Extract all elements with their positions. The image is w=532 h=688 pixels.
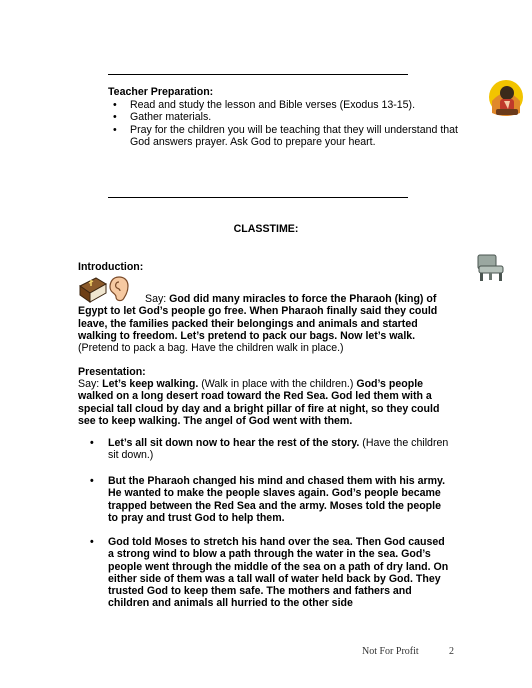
story-bullet-1 xyxy=(90,437,452,462)
chair-icon xyxy=(475,251,507,286)
introduction-paragraph: Say: God did many miracles to force the Pharaoh (king) of Egypt to let God’s people go free. When Pharaoh finally said they could leave, the families packed their belongings and animals and started walking to freedom. Let’s pretend to pack our bags. Now let’s walk. (Pretend to pack a bag. Have the children walk in place.) xyxy=(78,293,438,355)
presentation-title: Presentation: xyxy=(78,366,146,378)
bullet-icon: • xyxy=(113,99,117,111)
praying-child-icon xyxy=(488,79,524,122)
story-bullet-2 xyxy=(90,475,452,524)
list-item: • Read and study the lesson and Bible verses (Exodus 13-15). xyxy=(113,99,416,111)
story-bullet-3 xyxy=(90,536,452,610)
teacher-prep-title: Teacher Preparation: xyxy=(108,86,214,98)
page-number: 2 xyxy=(449,646,454,657)
list-item: • But the Pharaoh changed his mind and chased them with his army. He wanted to make the people slaves again. God’s people became trapped between the Red Sea and the army. Moses told the people to pray and trust God to help them. xyxy=(90,475,446,524)
top-divider xyxy=(108,74,408,75)
bullet-icon: • xyxy=(90,536,94,548)
teacher-prep-list xyxy=(108,99,468,149)
introduction-title: Introduction: xyxy=(78,261,144,273)
list-item: • God told Moses to stretch his hand over the sea. Then God caused a strong wind to blow a path through the water in the sea. God’s people went through the middle of the sea on a path of dry land. On either side of them was a tall wall of water held back by God. They trusted God to keep them safe. The mothers and fathers and children and animals all hurried to the other side xyxy=(90,536,449,610)
list-item: • Gather materials. xyxy=(113,111,212,124)
bullet-icon: • xyxy=(113,111,117,124)
classtime-heading: CLASSTIME: xyxy=(233,223,299,235)
list-item: • Pray for the children you will be teaching that they will understand that God answers prayer. Ask God to prepare your heart. xyxy=(113,123,459,149)
footer-not-for-profit: Not For Profit xyxy=(362,646,419,657)
middle-divider xyxy=(108,197,408,198)
presentation-paragraph: Say: Let’s keep walking. (Walk in place with the children.) God’s people walked on a long desert road toward the Red Sea. God led them with a special tall cloud by day and a bright pillar of fire at night, so they could see to keep walking. The angel of God went with them. xyxy=(78,378,440,427)
bullet-icon: • xyxy=(113,123,117,136)
bullet-icon: • xyxy=(90,437,94,449)
bullet-icon: • xyxy=(90,475,94,487)
list-item: • Let’s all sit down now to hear the rest of the story. (Have the children sit down.) xyxy=(90,437,449,462)
